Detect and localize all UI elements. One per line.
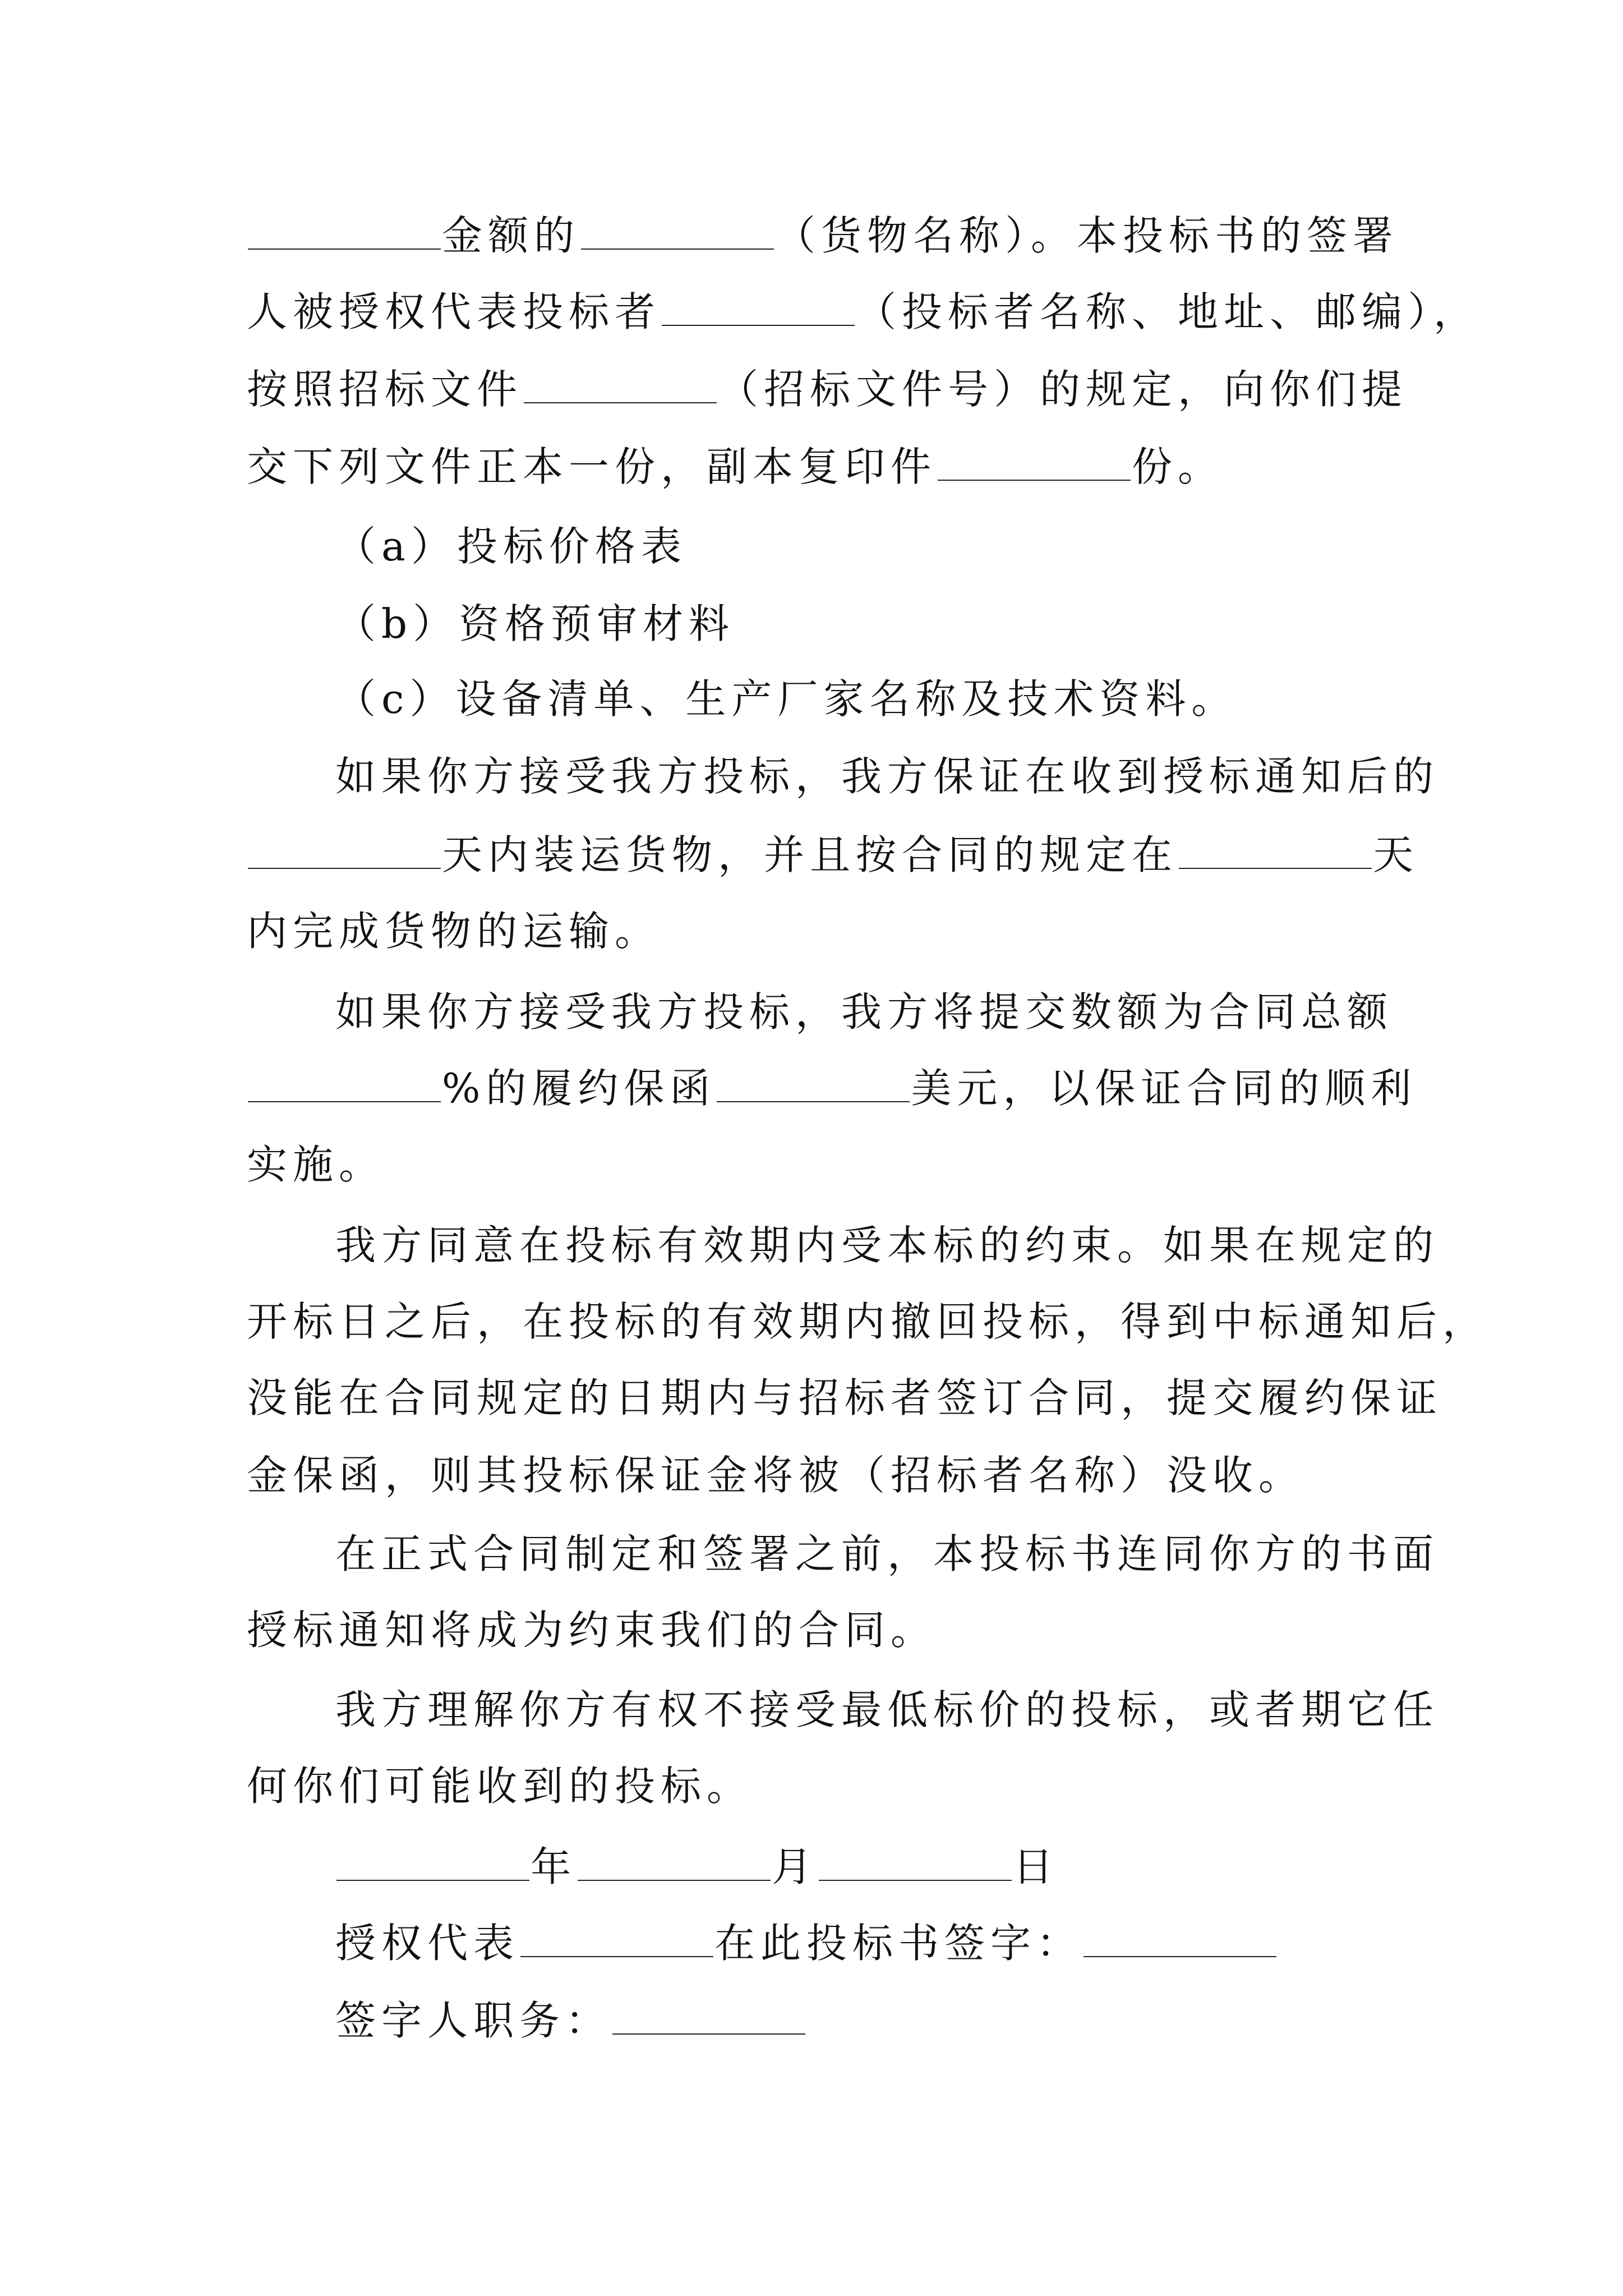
fill-in-blank	[717, 1063, 910, 1102]
text-segment: 交下列文件正本一份，副本复印件	[247, 443, 937, 490]
text-line	[247, 1137, 385, 1193]
text-line	[335, 1217, 1439, 1273]
text-segment: （招标文件号）的规定，向你们提	[718, 366, 1408, 413]
text-segment: 没能在合同规定的日期内与招标者签订合同，提交履约保证	[247, 1374, 1443, 1421]
fill-in-blank	[938, 441, 1131, 481]
text-line	[247, 1370, 1442, 1426]
text-segment: %的履约保函	[442, 1065, 716, 1112]
text-segment: 月	[772, 1843, 818, 1890]
text-line	[335, 1993, 806, 2049]
fill-in-blank	[581, 210, 774, 250]
text-line	[247, 1447, 1304, 1503]
text-segment: （货物名称）。本投标书的签署	[775, 212, 1399, 259]
text-segment: 份。	[1132, 443, 1224, 490]
text-line	[247, 1294, 1488, 1350]
text-segment: 如果你方接受我方投标，我方将提交数额为合同总额	[335, 988, 1394, 1036]
fill-in-blank	[578, 1842, 771, 1881]
text-line	[335, 748, 1439, 804]
text-line	[247, 1060, 1417, 1116]
text-segment: 内完成货物的运输。	[247, 908, 661, 955]
text-segment: 天	[1373, 831, 1419, 878]
text-line	[335, 984, 1393, 1040]
text-segment: 何你们可能收到的投标。	[247, 1763, 753, 1810]
text-line	[335, 596, 735, 652]
text-segment: 我方理解你方有权不接受最低标价的投标，或者期它任	[335, 1686, 1440, 1733]
text-line	[335, 1839, 1059, 1895]
text-segment: 金额的	[442, 212, 580, 259]
text-segment: （c）设备清单、生产厂家名称及技术资料。	[335, 675, 1238, 723]
text-segment: 美元，以保证合同的顺利	[911, 1065, 1417, 1112]
text-segment: （b）资格预审材料	[335, 600, 735, 647]
text-segment: 授权代表	[335, 1920, 520, 1967]
text-line	[335, 671, 1237, 727]
text-segment: 我方同意在投标有效期内受本标的约束。如果在规定的	[335, 1222, 1440, 1269]
text-segment: （a）投标价格表	[335, 523, 687, 570]
fill-in-blank	[1179, 830, 1372, 869]
text-segment: 日	[1013, 1843, 1059, 1890]
text-segment: 授标通知将成为约束我们的合同。	[247, 1607, 937, 1654]
text-segment: 开标日之后，在投标的有效期内撤回投标，得到中标通知后，	[247, 1298, 1489, 1345]
fill-in-blank	[520, 1918, 713, 1957]
text-segment: 金保函，则其投标保证金将被（招标者名称）没收。	[247, 1452, 1305, 1499]
text-line	[247, 361, 1408, 417]
text-line	[247, 208, 1399, 264]
fill-in-blank	[1083, 1918, 1276, 1957]
fill-in-blank	[248, 830, 441, 869]
fill-in-blank	[336, 1842, 529, 1881]
fill-in-blank	[248, 210, 441, 250]
text-segment: 年	[531, 1843, 577, 1890]
text-segment: 签字人职务：	[335, 1997, 612, 2044]
text-line	[247, 1602, 937, 1658]
text-segment: 在正式合同制定和签署之前，本投标书连同你方的书面	[335, 1530, 1440, 1577]
text-segment: 在此投标书签字：	[714, 1920, 1083, 1967]
text-segment: 实施。	[247, 1141, 385, 1188]
fill-in-blank	[248, 1063, 441, 1102]
text-line	[335, 518, 687, 574]
text-line	[247, 439, 1224, 495]
text-line	[247, 903, 661, 959]
text-segment: 天内装运货物，并且按合同的规定在	[442, 831, 1178, 878]
text-line	[247, 284, 1479, 340]
fill-in-blank	[524, 364, 717, 403]
text-line	[335, 1526, 1439, 1582]
fill-in-blank	[819, 1842, 1012, 1881]
text-segment: 人被授权代表投标者	[247, 288, 661, 335]
fill-in-blank	[612, 1995, 805, 2035]
text-line	[335, 1915, 1278, 1971]
text-segment: 按照招标文件	[247, 366, 523, 413]
text-segment: （投标者名称、地址、邮编），	[856, 288, 1480, 335]
text-line	[247, 827, 1419, 883]
text-line	[247, 1758, 753, 1814]
text-segment: 如果你方接受我方投标，我方保证在收到授标通知后的	[335, 753, 1440, 800]
text-line	[335, 1682, 1439, 1738]
fill-in-blank	[662, 287, 855, 326]
